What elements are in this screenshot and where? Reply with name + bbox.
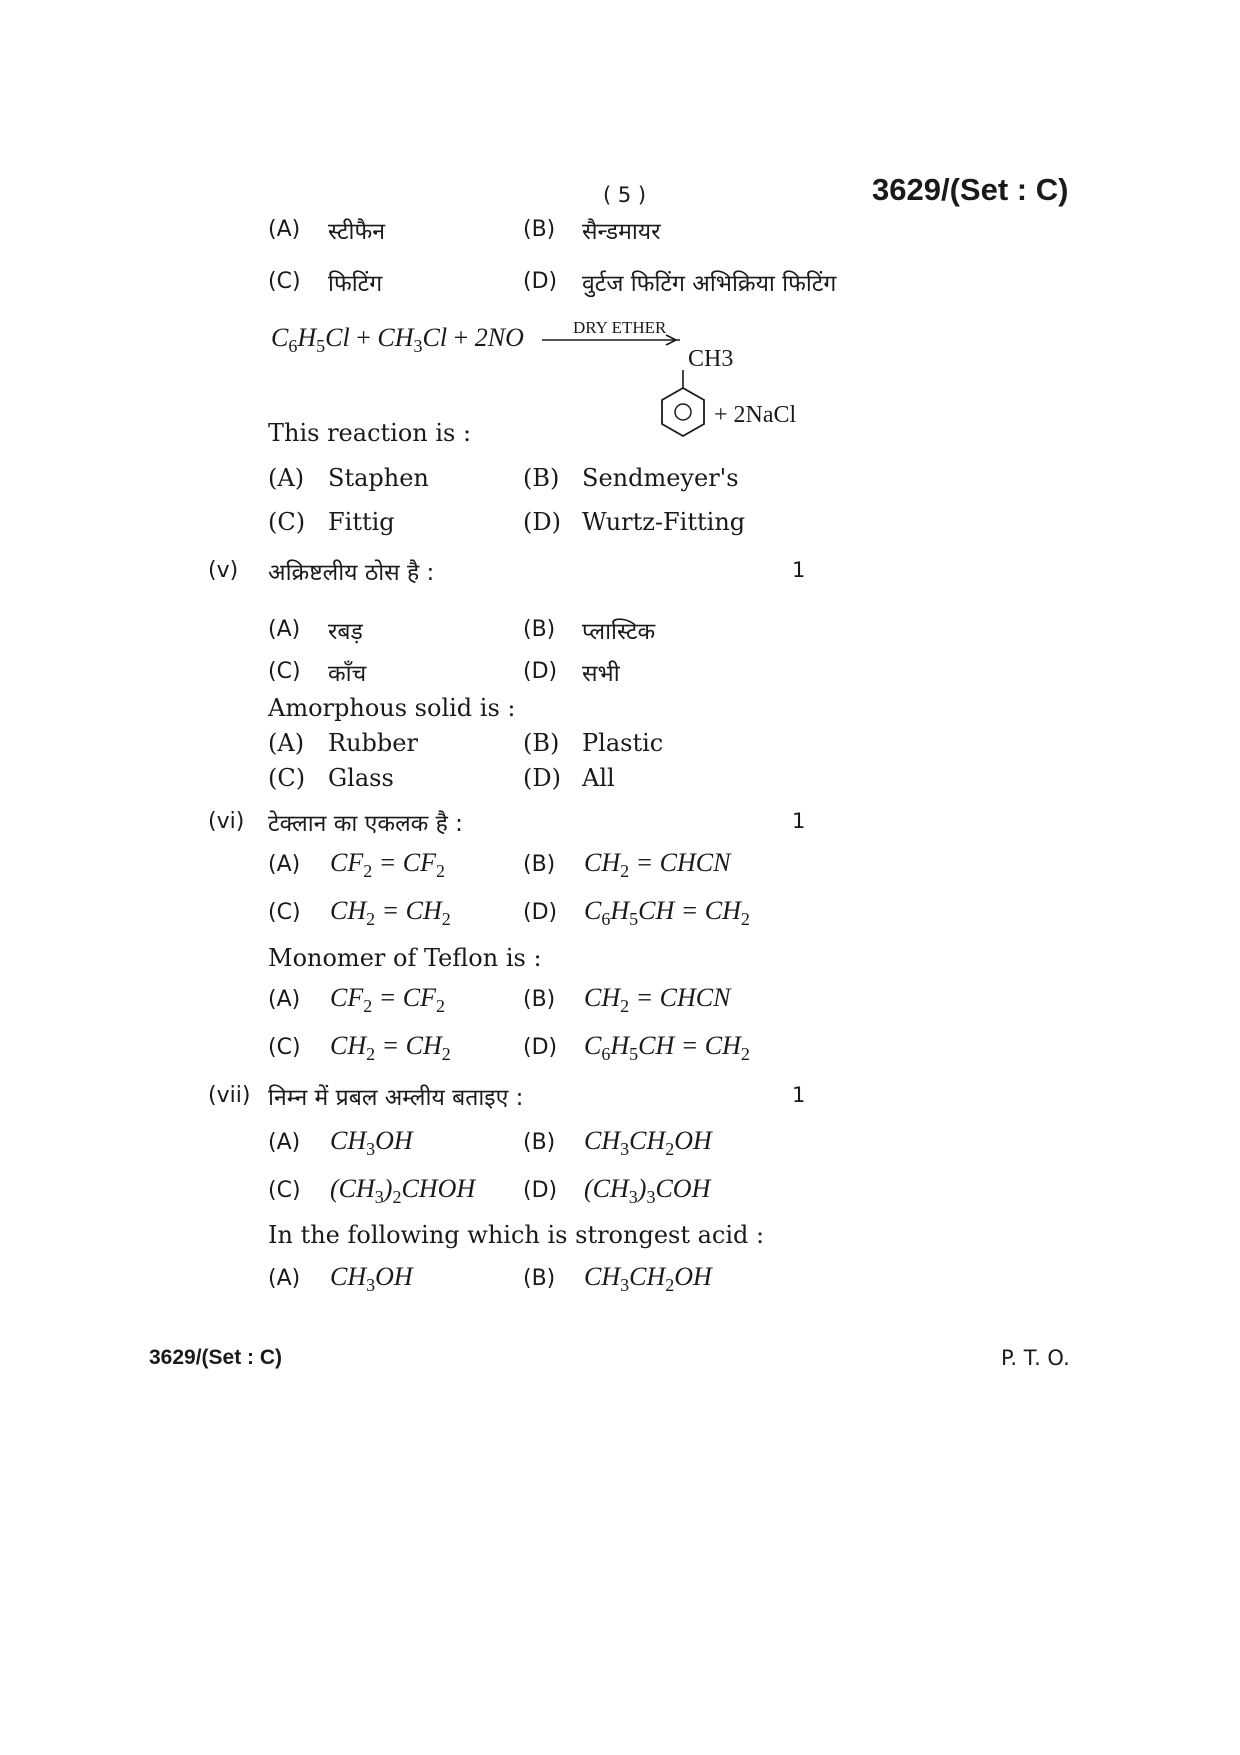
option-label: (D) xyxy=(523,659,558,684)
formula-styrene: $C_6H_5CH = CH_2$ xyxy=(584,896,750,929)
option-label: (D) xyxy=(523,1178,558,1203)
option-text: Sendmeyer's xyxy=(582,464,739,492)
option-label: (D) xyxy=(523,900,558,925)
option-label: (A) xyxy=(268,617,301,642)
formula-ethene: $CH_2 = CH_2$ xyxy=(330,896,451,929)
option-label: (B) xyxy=(523,852,556,877)
option-label: (B) xyxy=(523,1130,556,1155)
option-label: (C) xyxy=(268,269,301,294)
q5-hindi-question: अक्रिष्टलीय ठोस है : xyxy=(268,560,435,586)
benzene-ring-icon xyxy=(656,370,710,440)
option-label: (C) xyxy=(268,1178,301,1203)
q7-hindi-question: निम्न में प्रबल अम्लीय बताइए : xyxy=(268,1085,524,1111)
option-text: रबड़ xyxy=(328,619,363,645)
reactant-methyl-chloride: $CH_3Cl$ xyxy=(377,323,448,356)
option-label: (D) xyxy=(523,508,561,536)
formula-ethene: $CH_2 = CH_2$ xyxy=(330,1031,451,1064)
option-label: (C) xyxy=(268,508,306,536)
option-label: (B) xyxy=(523,987,556,1012)
reactant-no: 2NO xyxy=(474,323,524,352)
option-text: वुर्टज फिटिंग अभिक्रिया फिटिंग xyxy=(582,271,837,297)
formula-ethanol: $CH_3CH_2OH$ xyxy=(584,1262,712,1295)
formula-acrylonitrile: $CH_2$ = CHCN xyxy=(584,983,731,1016)
marks: 1 xyxy=(792,1083,806,1107)
option-label: (C) xyxy=(268,659,301,684)
option-text: Wurtz-Fitting xyxy=(582,508,746,536)
option-label: (A) xyxy=(268,464,305,492)
pto-label: P. T. O. xyxy=(1001,1346,1070,1370)
reactant-chlorobenzene: $C_6H_5Cl$ xyxy=(271,323,350,356)
formula-methanol: $CH_3OH$ xyxy=(330,1126,413,1159)
q6-english-question: Monomer of Teflon is : xyxy=(268,944,542,972)
marks: 1 xyxy=(792,558,806,582)
plus-sign: + xyxy=(453,323,469,352)
option-label: (D) xyxy=(523,269,558,294)
formula-styrene: $C_6H_5CH = CH_2$ xyxy=(584,1031,750,1064)
option-text: काँच xyxy=(328,661,367,687)
option-text: Staphen xyxy=(328,464,429,492)
paper-code-header: 3629/(Set : C) xyxy=(872,172,1069,207)
option-text: प्लास्टिक xyxy=(582,619,656,645)
option-text: सभी xyxy=(582,661,620,687)
option-text: सैन्डमायर xyxy=(582,219,661,245)
option-label: (B) xyxy=(523,1266,556,1291)
product-extra: + 2NaCl xyxy=(714,402,797,428)
option-label: (A) xyxy=(268,1266,301,1291)
q5-english-question: Amorphous solid is : xyxy=(268,694,516,722)
paper-code-footer: 3629/(Set : C) xyxy=(149,1346,283,1369)
reaction-equation xyxy=(271,323,524,356)
option-text: Plastic xyxy=(582,729,664,757)
page-number: ( 5 ) xyxy=(603,183,647,207)
q4-english-question: This reaction is : xyxy=(268,419,472,447)
formula-ethanol: $CH_3CH_2OH$ xyxy=(584,1126,712,1159)
formula-acrylonitrile: $CH_2$ = CHCN xyxy=(584,848,731,881)
option-text: फिटिंग xyxy=(328,271,383,297)
option-text: Rubber xyxy=(328,729,418,757)
option-label: (B) xyxy=(523,217,556,242)
question-number: (vi) xyxy=(208,809,245,834)
option-label: (C) xyxy=(268,900,301,925)
formula-cf2-cf2: $CF_2 = CF_2$ xyxy=(330,983,446,1016)
formula-tert-butanol: $(CH_3)_3COH$ xyxy=(584,1174,711,1207)
product-substituent: CH3 xyxy=(688,346,734,372)
option-text: Glass xyxy=(328,764,394,792)
question-number: (vii) xyxy=(208,1083,251,1108)
formula-methanol: $CH_3OH$ xyxy=(330,1262,413,1295)
marks: 1 xyxy=(792,809,806,833)
option-label: (A) xyxy=(268,852,301,877)
reaction-arrow xyxy=(540,332,680,348)
option-label: (A) xyxy=(268,987,301,1012)
option-label: (D) xyxy=(523,764,561,792)
option-text: स्टीफैन xyxy=(328,219,385,245)
option-label: (D) xyxy=(523,1035,558,1060)
option-text: Fittig xyxy=(328,508,395,536)
plus-sign: + xyxy=(356,323,371,352)
formula-isopropanol: $(CH_3)_2CHOH$ xyxy=(330,1174,476,1207)
question-number: (v) xyxy=(208,558,239,583)
option-label: (B) xyxy=(523,617,556,642)
reaction-condition: DRY ETHER xyxy=(573,318,667,337)
option-label: (A) xyxy=(268,729,305,757)
option-label: (B) xyxy=(523,464,560,492)
q6-hindi-question: टेक्लान का एकलक है : xyxy=(268,811,463,837)
option-label: (A) xyxy=(268,217,301,242)
option-label: (A) xyxy=(268,1130,301,1155)
option-label: (B) xyxy=(523,729,560,757)
option-label: (C) xyxy=(268,764,306,792)
option-text: All xyxy=(582,764,615,792)
q7-english-question: In the following which is strongest acid : xyxy=(268,1221,765,1249)
option-label: (C) xyxy=(268,1035,301,1060)
formula-cf2-cf2: $CF_2 = CF_2$ xyxy=(330,848,446,881)
